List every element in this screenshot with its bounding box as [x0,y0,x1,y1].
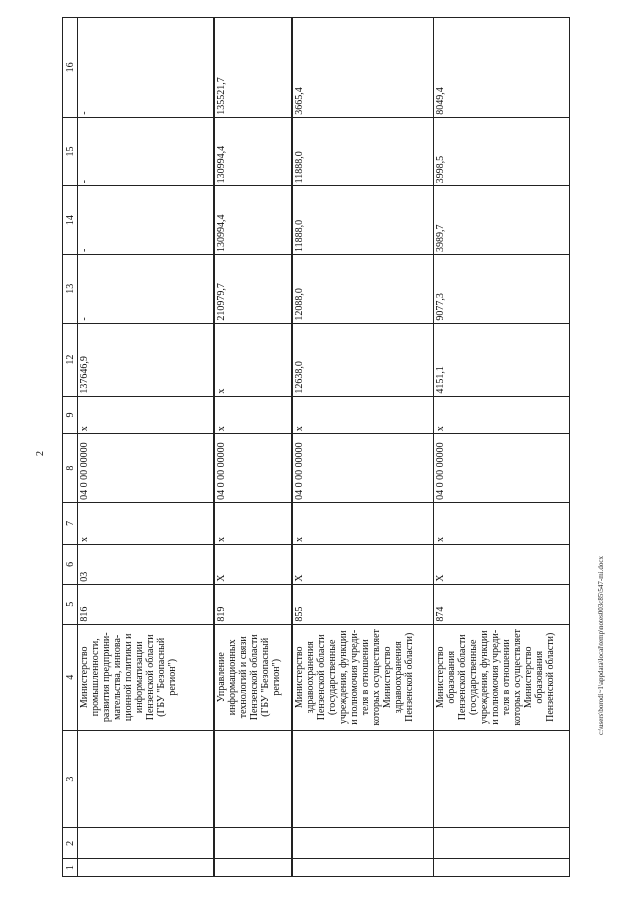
table-row [78,18,214,877]
cell-empty [434,859,570,877]
cell-empty [78,859,214,877]
header-cell: 7 [63,502,78,544]
cell-value: 9077,3 [434,254,570,323]
cell-value: 8049,4 [434,18,570,118]
header-cell: 4 [63,624,78,730]
cell-type: х [434,396,570,434]
table-row [292,18,434,877]
cell-empty [434,730,570,827]
header-row [63,18,78,877]
cell-target: 04 0 00 00000 [292,434,434,503]
header-cell: 3 [63,730,78,827]
cell-type: х [78,396,214,434]
cell-empty [214,828,292,859]
rotated-table-container [62,17,570,877]
cell-section: Х [434,544,570,584]
header-cell: 6 [63,544,78,584]
budget-table [62,17,570,877]
header-cell: 9 [63,396,78,434]
cell-empty [292,859,434,877]
cell-value: - [78,186,214,255]
cell-value: 210979,7 [214,254,292,323]
cell-section: 03 [78,544,214,584]
header-cell: 1 [63,859,78,877]
cell-empty [78,730,214,827]
header-cell: 13 [63,254,78,323]
cell-value: - [78,117,214,186]
cell-value: 3665,4 [292,18,434,118]
cell-subsection: х [78,502,214,544]
cell-section: Х [292,544,434,584]
cell-subsection: х [214,502,292,544]
cell-target: 04 0 00 00000 [434,434,570,503]
cell-value: 12638,0 [292,323,434,396]
header-cell: 12 [63,323,78,396]
cell-value: 135521,7 [214,18,292,118]
cell-target: 04 0 00 00000 [78,434,214,503]
cell-empty [434,828,570,859]
cell-empty [292,730,434,827]
cell-subsection: х [292,502,434,544]
cell-value: 4151,1 [434,323,570,396]
cell-type: х [292,396,434,434]
cell-value: 3989,7 [434,186,570,255]
cell-value: 3998,5 [434,117,570,186]
cell-value: 11888,0 [292,186,434,255]
cell-empty [292,828,434,859]
cell-empty [214,730,292,827]
cell-recipient: Министерство промышленности, развития предприни-мательства, иннова-ционной политики и информатизации Пензенской области (ГБУ "Безопасный регион") [78,624,214,730]
page-number: 2 [35,451,46,456]
cell-code: 819 [214,584,292,624]
cell-value: 130994,4 [214,186,292,255]
header-cell: 15 [63,117,78,186]
cell-value: х [214,323,292,396]
cell-recipient: Управление информационных технологий и связи Пензенской области (ГБУ "Безопасный регион") [214,624,292,730]
cell-code: 816 [78,584,214,624]
cell-subsection: х [434,502,570,544]
header-cell: 5 [63,584,78,624]
cell-type: х [214,396,292,434]
cell-value: - [78,254,214,323]
cell-recipient: Министерство здравоохранения Пензенской области (государственные учреждения, функции и полномочия учреди-теля в отношении которых осуществляет Министерство здравоохранения Пензенской области) [292,624,434,730]
header-cell: 8 [63,434,78,503]
cell-value: 137646,9 [78,323,214,396]
cell-target: 04 0 00 00000 [214,434,292,503]
header-cell: 2 [63,828,78,859]
table-row [434,18,570,877]
table-row [214,18,292,877]
cell-value: - [78,18,214,118]
cell-empty [214,859,292,877]
cell-empty [78,828,214,859]
cell-section: Х [214,544,292,584]
cell-code: 855 [292,584,434,624]
cell-value: 12088,0 [292,254,434,323]
header-cell: 16 [63,18,78,118]
header-cell: 14 [63,186,78,255]
cell-recipient: Министерство образования Пензенской области (государственные учреждения, функции и полномочия учреди-теля в отношении которых осуществляет Министерство образования Пензенской области) [434,624,570,730]
cell-code: 874 [434,584,570,624]
cell-value: 130994,4 [214,117,292,186]
file-path-footer: c:\users\borodi~1\appdata\local\temp\notes003c85\547-mi.docx [597,556,605,735]
cell-value: 11888,0 [292,117,434,186]
